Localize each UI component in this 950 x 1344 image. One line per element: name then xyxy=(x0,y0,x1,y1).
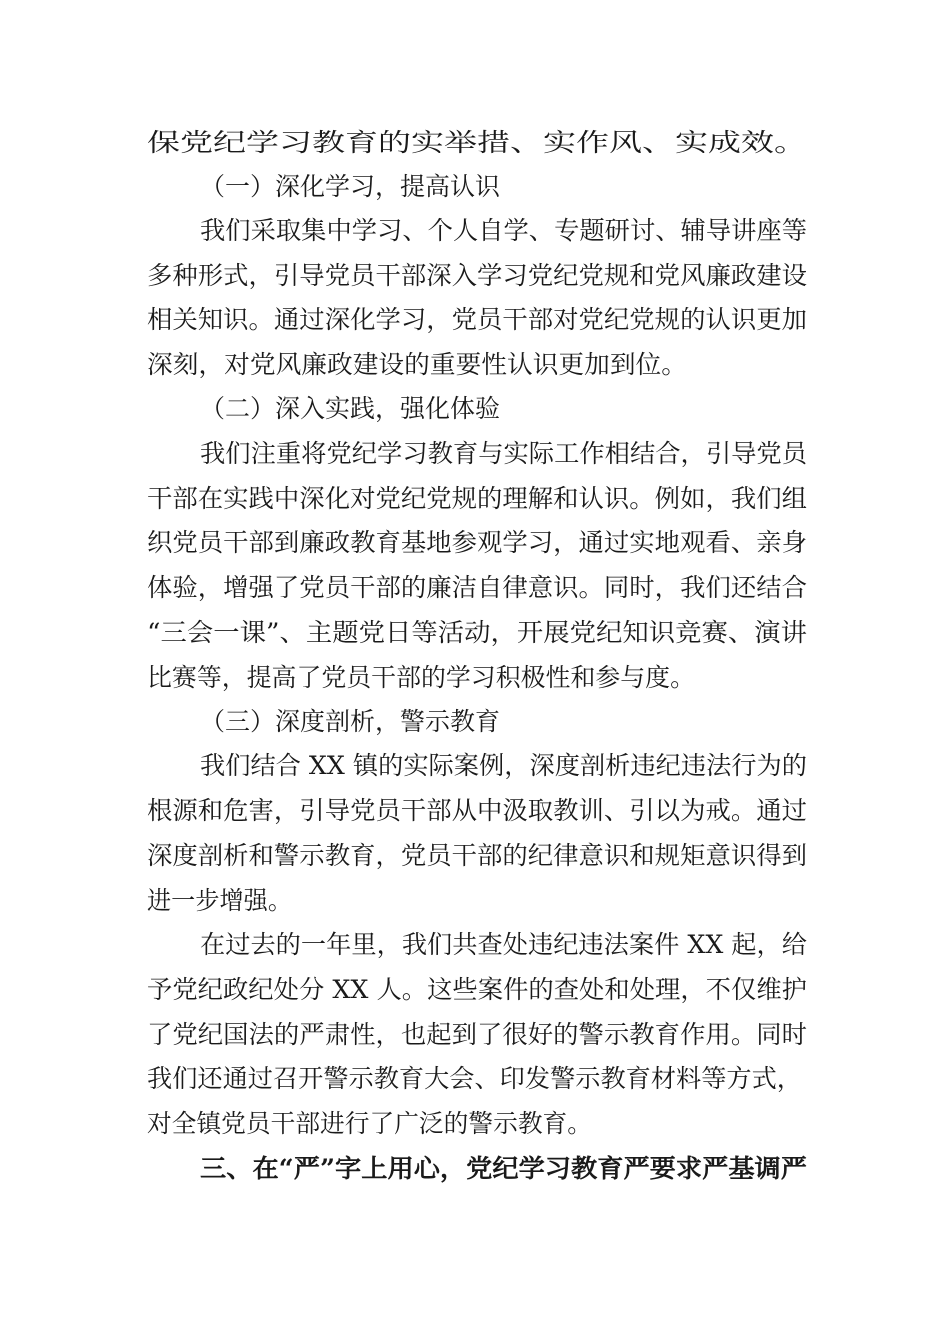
paragraph-line: 我们注重将党纪学习教育与实际工作相结合，引导党员 xyxy=(200,439,807,468)
paragraph-line: 进一步增强。 xyxy=(147,886,292,915)
paragraph-line: 深刻，对党风廉政建设的重要性认识更加到位。 xyxy=(147,350,687,379)
paragraph-line: 织党员干部到廉政教育基地参观学习，通过实地观看、亲身 xyxy=(147,528,807,557)
paragraph-line: 我们结合 XX 镇的实际案例，深度剖析违纪违法行为的 xyxy=(200,751,807,780)
paragraph-line: 予党纪政纪处分 XX 人。这些案件的查处和处理，不仅维护 xyxy=(147,975,807,1004)
paragraph-line: 体验，增强了党员干部的廉洁自律意识。同时，我们还结合 xyxy=(147,573,807,602)
section-heading-1: （一）深化学习，提高认识 xyxy=(200,172,500,201)
paragraph-line: “三会一课”、主题党日等活动，开展党纪知识竞赛、演讲 xyxy=(147,618,807,647)
paragraph-line: 我们还通过召开警示教育大会、印发警示教育材料等方式， xyxy=(147,1064,803,1093)
paragraph-line: 深度剖析和警示教育，党员干部的纪律意识和规矩意识得到 xyxy=(147,841,807,870)
chapter-heading-3: 三、在“严”字上用心，党纪学习教育严要求严基调严 xyxy=(200,1154,807,1183)
paragraph-line: 相关知识。通过深化学习，党员干部对党纪党规的认识更加 xyxy=(147,305,807,334)
section-heading-2: （二）深入实践，强化体验 xyxy=(200,394,500,423)
paragraph-line: 根源和危害，引导党员干部从中汲取教训、引以为戒。通过 xyxy=(147,796,807,825)
paragraph-line: 在过去的一年里，我们共查处违纪违法案件 XX 起，给 xyxy=(200,930,807,959)
paragraph-line: 保党纪学习教育的实举措、实作风、实成效。 xyxy=(147,128,807,157)
paragraph-line: 对全镇党员干部进行了广泛的警示教育。 xyxy=(147,1109,592,1138)
paragraph-line: 干部在实践中深化对党纪党规的理解和认识。例如，我们组 xyxy=(147,484,807,513)
paragraph-line: 我们采取集中学习、个人自学、专题研讨、辅导讲座等 xyxy=(200,216,807,245)
paragraph-line: 了党纪国法的严肃性，也起到了很好的警示教育作用。同时 xyxy=(147,1020,807,1049)
section-heading-3: （三）深度剖析，警示教育 xyxy=(200,707,500,736)
paragraph-line: 多种形式，引导党员干部深入学习党纪党规和党风廉政建设 xyxy=(147,261,807,290)
paragraph-line: 比赛等，提高了党员干部的学习积极性和参与度。 xyxy=(147,663,695,692)
